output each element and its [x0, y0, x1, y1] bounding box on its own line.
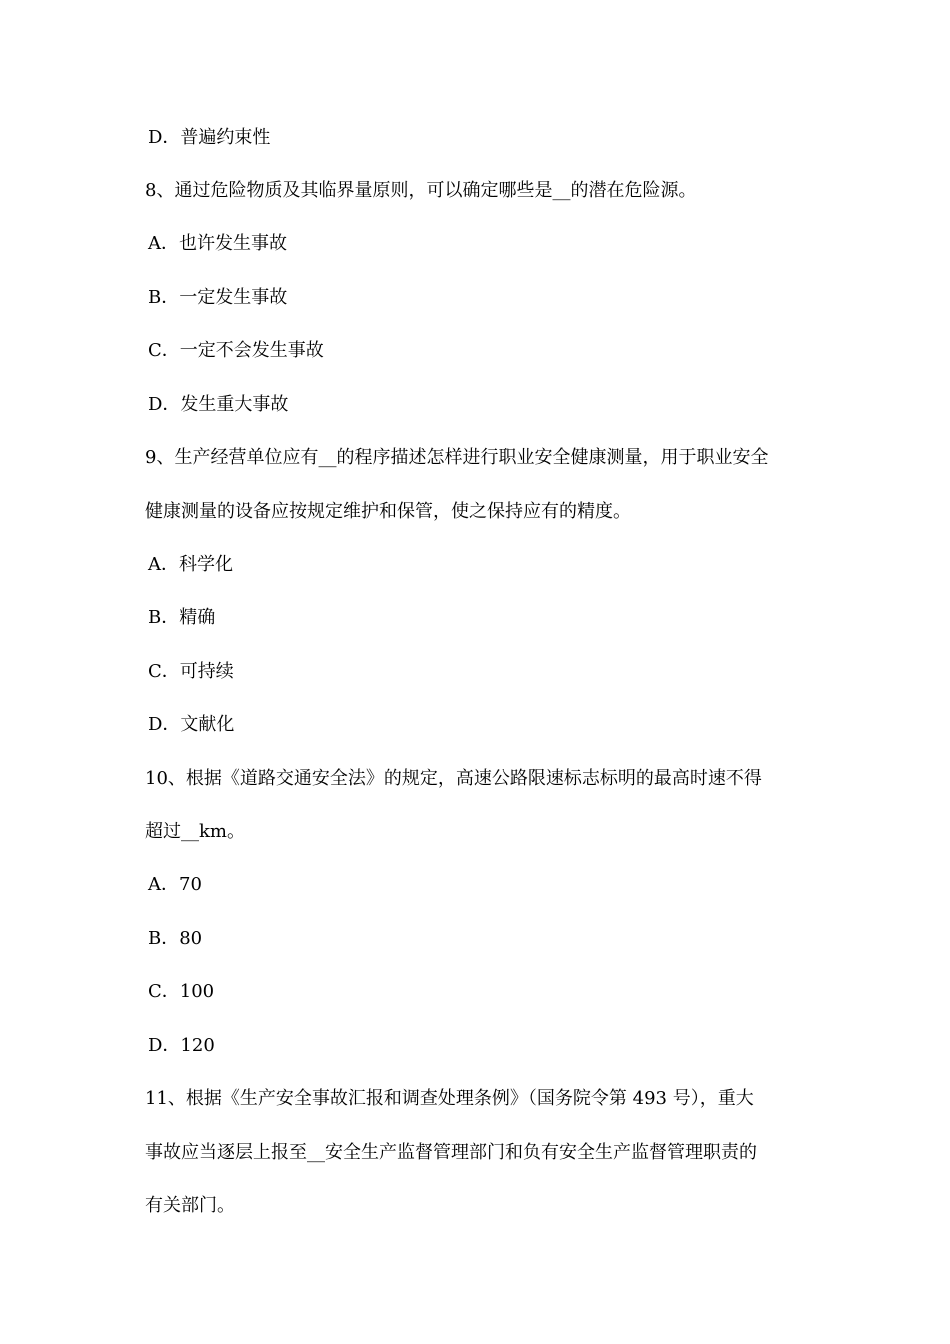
option-9b: B．精确: [148, 607, 216, 628]
option-8b: B．一定发生事故: [148, 287, 288, 308]
option-9a: A．科学化: [148, 554, 233, 575]
question-11-line-2: 事故应当逐层上报至__安全生产监督管理部门和负有安全生产监督管理职责的: [145, 1142, 757, 1163]
question-11-line-1: 11、根据《生产安全事故汇报和调查处理条例》（国务院令第 493 号），重大: [145, 1088, 754, 1109]
question-9-line-2: 健康测量的设备应按规定维护和保管，使之保持应有的精度。: [145, 501, 631, 522]
option-7d: D．普遍约束性: [148, 127, 271, 148]
question-9-line-1: 9、生产经营单位应有__的程序描述怎样进行职业安全健康测量，用于职业安全: [145, 447, 769, 468]
option-8d: D．发生重大事故: [148, 394, 289, 415]
option-9c: C．可持续: [148, 661, 234, 682]
option-9d: D．文献化: [148, 714, 235, 735]
option-10a: A．70: [148, 874, 202, 895]
question-10-line-2: 超过__km。: [145, 821, 245, 842]
question-10-line-1: 10、根据《道路交通安全法》的规定，高速公路限速标志标明的最高时速不得: [145, 768, 762, 789]
question-11-line-3: 有关部门。: [145, 1195, 235, 1216]
option-10d: D．120: [148, 1035, 215, 1056]
option-8a: A．也许发生事故: [148, 233, 287, 254]
question-8: 8、通过危险物质及其临界量原则，可以确定哪些是__的潜在危险源。: [145, 180, 697, 201]
option-10c: C．100: [148, 981, 215, 1002]
option-8c: C．一定不会发生事故: [148, 340, 324, 361]
option-10b: B．80: [148, 928, 203, 949]
